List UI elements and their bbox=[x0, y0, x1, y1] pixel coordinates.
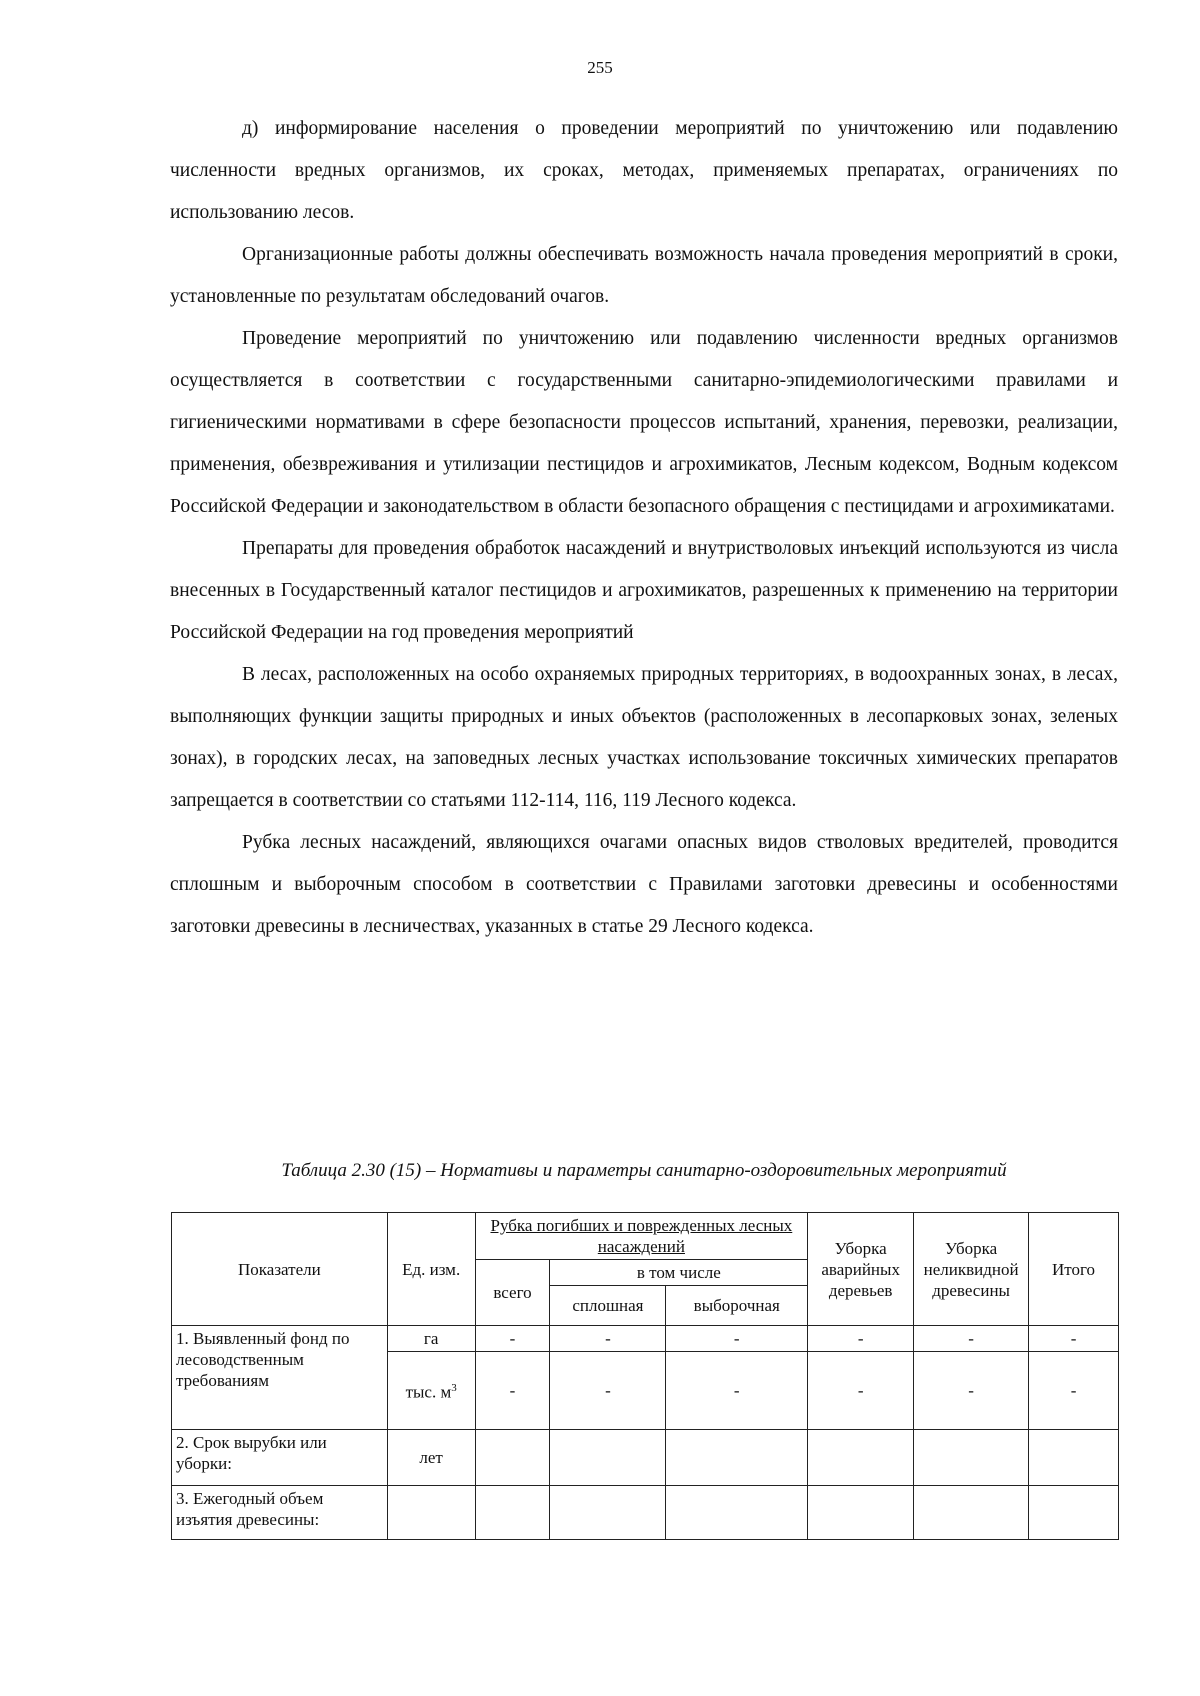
body-text bbox=[170, 108, 1118, 948]
cell: - bbox=[808, 1326, 914, 1352]
header-unit: Ед. изм. bbox=[387, 1213, 475, 1326]
row-1-label: 1. Выявленный фонд по лесоводственным требованиям bbox=[172, 1326, 388, 1430]
cell bbox=[550, 1430, 666, 1486]
header-felling-group bbox=[475, 1213, 808, 1260]
cell bbox=[387, 1486, 475, 1540]
paragraph-6: Рубка лесных насаждений, являющихся очагами опасных видов стволовых вредителей, проводится сплошным и выборочным способом в соответствии с Правилами заготовки древесины и особенностями заготовки древесины в лесничествах, указанных в статье 29 Лесного кодекса. bbox=[170, 832, 1118, 937]
cell bbox=[808, 1486, 914, 1540]
cell: - bbox=[1029, 1326, 1119, 1352]
cell bbox=[475, 1430, 550, 1486]
row-2-unit: лет bbox=[387, 1430, 475, 1486]
paragraph-4: Препараты для проведения обработок насаждений и внутристволовых инъекций используются из числа внесенных в Государственный каталог пестицидов и агрохимикатов, разрешенных к применению на территории Российской Федерации на год проведения мероприятий bbox=[170, 538, 1118, 643]
cell bbox=[808, 1430, 914, 1486]
cell bbox=[666, 1430, 808, 1486]
cell: - bbox=[550, 1352, 666, 1430]
paragraph-1: д) информирование населения о проведении мероприятий по уничтожению или подавлению численности вредных организмов, их сроках, методах, применяемых препаратах, ограничениях по использованию лесов. bbox=[170, 118, 1118, 223]
header-illiquid-wood: Уборка неликвидной древесины bbox=[914, 1213, 1029, 1326]
cell: - bbox=[475, 1326, 550, 1352]
row-2-label: 2. Срок вырубки или уборки: bbox=[172, 1430, 388, 1486]
header-clear-felling: сплошная bbox=[550, 1286, 666, 1326]
row-1a-unit: га bbox=[387, 1326, 475, 1352]
row-1b-unit-sup: 3 bbox=[451, 1382, 457, 1395]
paragraph-3: Проведение мероприятий по уничтожению или подавлению численности вредных организмов осуществляется в соответствии с государственными санитарно-эпидемиологическими правилами и гигиеническими нормативами в сфере безопасности процессов испытаний, хранения, перевозки, реализации, применения, обезвреживания и утилизации пестицидов и агрохимикатов, Лесным кодексом, Водным кодексом Российской Федерации и законодательством в области безопасного обращения с пестицидами и агрохимикатами. bbox=[170, 328, 1118, 517]
header-including: в том числе bbox=[550, 1260, 808, 1286]
cell: - bbox=[808, 1352, 914, 1430]
norms-table bbox=[171, 1212, 1119, 1540]
header-felling-group-text: Рубка погибших и поврежденных лесных насаждений bbox=[490, 1216, 793, 1256]
header-itogo: Итого bbox=[1029, 1213, 1119, 1326]
row-1b-unit bbox=[387, 1352, 475, 1430]
paragraph-5: В лесах, расположенных на особо охраняемых природных территориях, в водоохранных зонах, в лесах, выполняющих функции защиты природных и иных объектов (расположенных в лесопарковых зонах, зеленых зонах), в городских лесах, на заповедных лесных участках использование токсичных химических препаратов запрещается в соответствии со статьями 112-114, 116, 119 Лесного кодекса. bbox=[170, 664, 1118, 811]
cell: - bbox=[666, 1326, 808, 1352]
cell bbox=[475, 1486, 550, 1540]
header-selective-felling: выборочная bbox=[666, 1286, 808, 1326]
cell bbox=[1029, 1430, 1119, 1486]
table-caption: Таблица 2.30 (15) – Нормативы и параметры санитарно-оздоровительных мероприятий bbox=[281, 1160, 1007, 1181]
paragraph-2: Организационные работы должны обеспечивать возможность начала проведения мероприятий в сроки, установленные по результатам обследований очагов. bbox=[170, 244, 1118, 307]
cell: - bbox=[914, 1326, 1029, 1352]
cell bbox=[1029, 1486, 1119, 1540]
header-total: всего bbox=[475, 1260, 550, 1326]
cell bbox=[550, 1486, 666, 1540]
page-number: 255 bbox=[587, 58, 613, 77]
row-1b-unit-text: тыс. м bbox=[405, 1382, 452, 1402]
cell: - bbox=[475, 1352, 550, 1430]
row-3-label: 3. Ежегодный объем изъятия древесины: bbox=[172, 1486, 388, 1540]
cell bbox=[914, 1430, 1029, 1486]
cell bbox=[666, 1486, 808, 1540]
cell bbox=[914, 1486, 1029, 1540]
header-indicators: Показатели bbox=[172, 1213, 388, 1326]
cell: - bbox=[550, 1326, 666, 1352]
cell: - bbox=[666, 1352, 808, 1430]
cell: - bbox=[914, 1352, 1029, 1430]
cell: - bbox=[1029, 1352, 1119, 1430]
header-emergency-trees: Уборка аварийных деревьев bbox=[808, 1213, 914, 1326]
